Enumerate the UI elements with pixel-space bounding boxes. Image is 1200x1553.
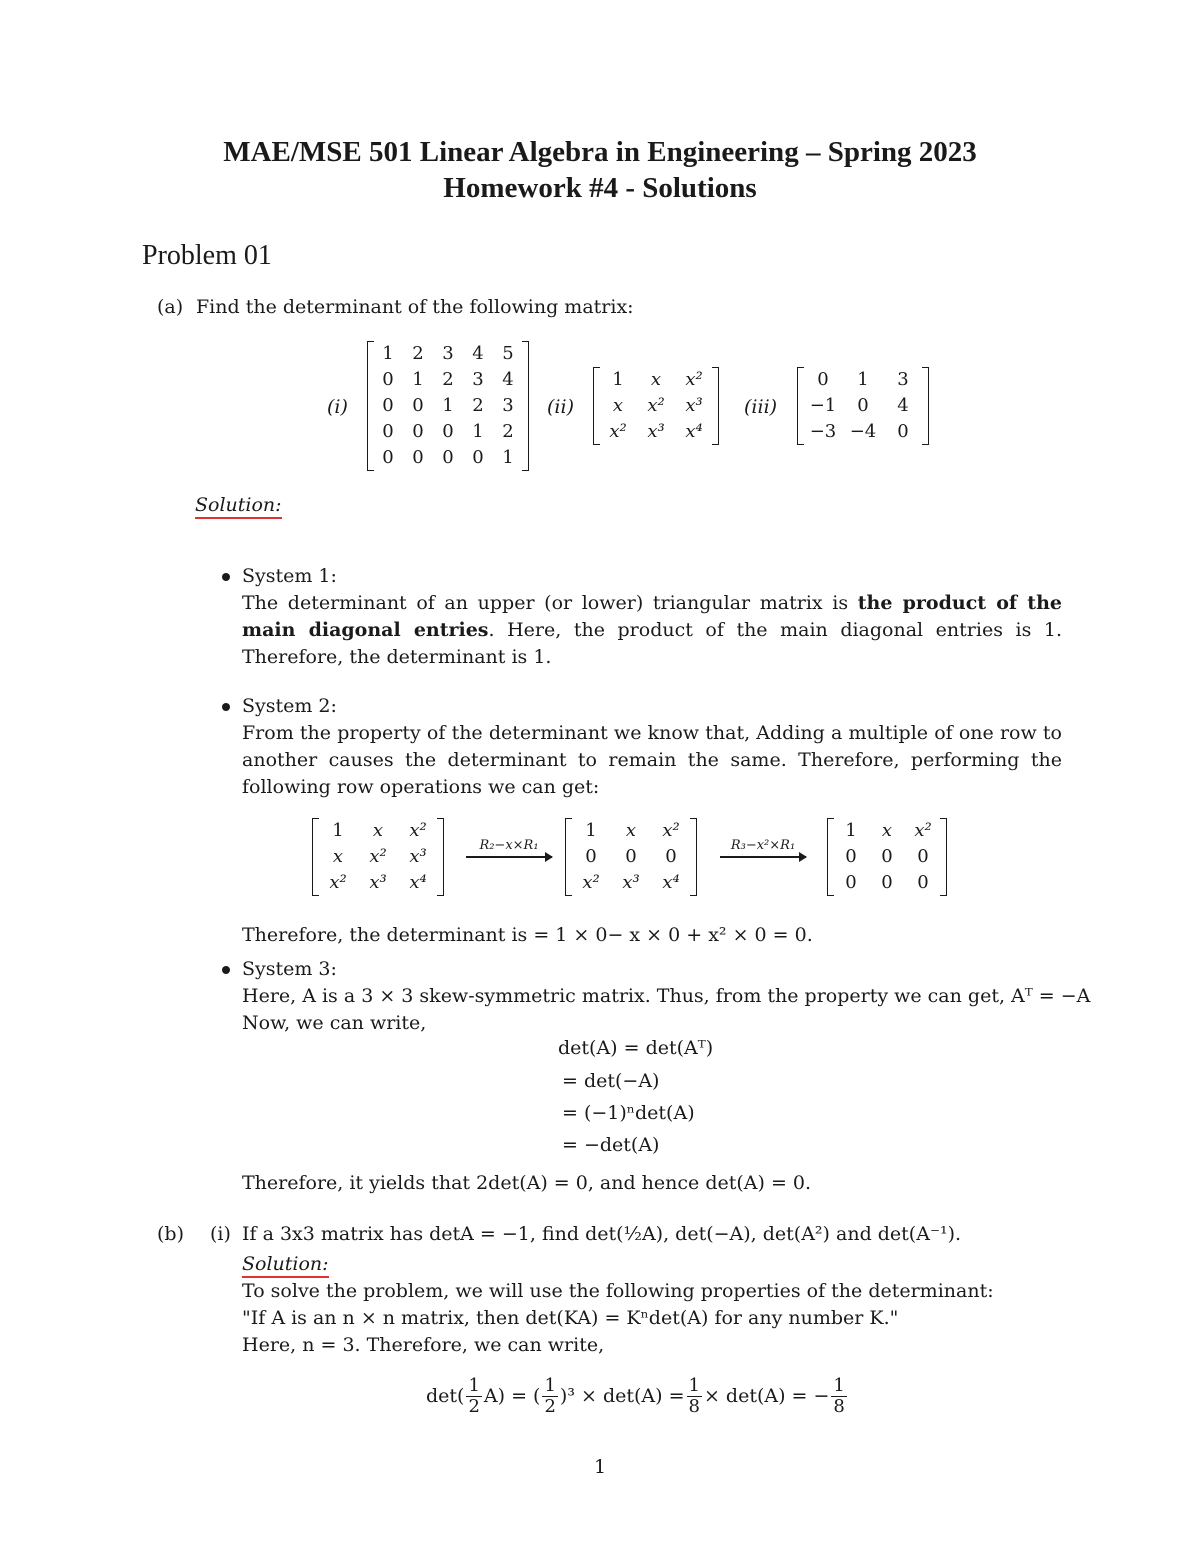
bullet-icon bbox=[222, 966, 230, 974]
matrix-ii bbox=[593, 367, 719, 445]
matrix-cell: x² bbox=[409, 820, 427, 841]
matrix-cell: 0 bbox=[382, 447, 394, 468]
page-number: 1 bbox=[593, 1456, 607, 1478]
part-b-label: (b) bbox=[157, 1223, 184, 1245]
matrix-cell: 0 bbox=[442, 447, 454, 468]
matrix-cell: 0 bbox=[625, 846, 637, 867]
matrix-i bbox=[367, 341, 529, 471]
matrix-cell: x bbox=[650, 369, 662, 390]
matrix-cell: 0 bbox=[917, 846, 929, 867]
matrix-cell: 0 bbox=[881, 872, 893, 893]
part-b-equation bbox=[426, 1376, 847, 1417]
part-b-solution-label-text: Solution: bbox=[242, 1253, 329, 1278]
eq-frac-num: 1 bbox=[833, 1375, 845, 1396]
matrix-cell: 4 bbox=[502, 369, 514, 390]
eq-frac-num: 1 bbox=[544, 1375, 556, 1396]
matrix-cell: 0 bbox=[412, 421, 424, 442]
rowop-matrix-3-grid bbox=[834, 818, 940, 896]
system2-text: From the property of the determinant we know that, Adding a multiple of one row to another causes the determinant to remain the same. Therefore, performing the following row operations we can get: bbox=[242, 722, 1062, 798]
row-operation-2-label: R₃−x²×R₁ bbox=[730, 838, 796, 853]
part-b-question: If a 3x3 matrix has detA = −1, find det(½A), det(−A), det(A²) and det(A⁻¹). bbox=[242, 1223, 962, 1245]
matrix-cell: 0 bbox=[585, 846, 597, 867]
matrix-iii-label: (iii) bbox=[744, 396, 778, 418]
matrix-cell: 1 bbox=[857, 369, 869, 390]
matrix-cell: 1 bbox=[332, 820, 344, 841]
eq-det: det( bbox=[426, 1385, 465, 1407]
part-a-text: Find the determinant of the following matrix: bbox=[196, 296, 634, 318]
matrix-cell: x² bbox=[329, 872, 347, 893]
eq-frac-den: 8 bbox=[688, 1396, 700, 1417]
eq-a: A) = ( bbox=[483, 1385, 541, 1407]
part-a-label: (a) bbox=[157, 296, 184, 318]
matrix-cell: 0 bbox=[845, 872, 857, 893]
matrix-cell: 3 bbox=[502, 395, 514, 416]
rowop-matrix-2 bbox=[565, 818, 697, 896]
matrix-cell: 4 bbox=[897, 395, 909, 416]
matrix-cell: 3 bbox=[897, 369, 909, 390]
matrix-cell: 5 bbox=[502, 343, 514, 364]
matrix-cell: 2 bbox=[442, 369, 454, 390]
eq-frac-half-2 bbox=[542, 1376, 557, 1417]
system1-text bbox=[242, 590, 1062, 671]
system3-line2: Now, we can write, bbox=[242, 1012, 427, 1034]
page-title: MAE/MSE 501 Linear Algebra in Engineering – Spring 2023 bbox=[223, 136, 977, 168]
part-b-sub-label: (i) bbox=[210, 1223, 231, 1245]
rowop-matrix-2-grid bbox=[572, 818, 690, 896]
matrix-cell: 3 bbox=[442, 343, 454, 364]
system3-conclusion: Therefore, it yields that 2det(A) = 0, and hence det(A) = 0. bbox=[242, 1172, 812, 1194]
matrix-cell: x⁴ bbox=[685, 421, 703, 442]
matrix-cell: x⁴ bbox=[662, 872, 680, 893]
matrix-cell: 2 bbox=[412, 343, 424, 364]
problem-heading: Problem 01 bbox=[142, 240, 272, 271]
matrix-cell: 1 bbox=[612, 369, 624, 390]
matrix-iii-grid bbox=[804, 367, 922, 445]
matrix-cell: 0 bbox=[665, 846, 677, 867]
matrix-cell: 1 bbox=[502, 447, 514, 468]
eq-mid: × det(A) = − bbox=[703, 1385, 830, 1407]
system3-title: System 3: bbox=[242, 958, 337, 980]
part-b-solution-label bbox=[242, 1251, 329, 1278]
eq-frac-num: 1 bbox=[468, 1375, 480, 1396]
matrix-cell: 1 bbox=[472, 421, 484, 442]
matrix-cell: 0 bbox=[382, 421, 394, 442]
system1-title: System 1: bbox=[242, 565, 337, 587]
matrix-cell: x³ bbox=[369, 872, 387, 893]
system1-text-pre: The determinant of an upper (or lower) triangular matrix is bbox=[242, 592, 858, 614]
matrix-cell: 0 bbox=[412, 395, 424, 416]
matrix-cell: x bbox=[881, 820, 893, 841]
matrix-cell: 3 bbox=[472, 369, 484, 390]
page-subtitle: Homework #4 - Solutions bbox=[443, 172, 757, 204]
system2-title: System 2: bbox=[242, 695, 337, 717]
eq-frac-den: 8 bbox=[833, 1396, 845, 1417]
matrix-cell: 1 bbox=[412, 369, 424, 390]
eq-frac-half-1 bbox=[466, 1376, 481, 1417]
system2-conclusion: Therefore, the determinant is = 1 × 0− x × 0 + x² × 0 = 0. bbox=[242, 924, 813, 946]
matrix-cell: −4 bbox=[849, 421, 877, 442]
matrix-cell: 4 bbox=[472, 343, 484, 364]
matrix-cell: 1 bbox=[585, 820, 597, 841]
solution-label-text: Solution: bbox=[195, 494, 282, 519]
matrix-cell: 2 bbox=[472, 395, 484, 416]
row-operation-arrow-2 bbox=[720, 838, 806, 858]
row-operation-1-label: R₂−x×R₁ bbox=[479, 838, 539, 853]
eq-frac-eighth-1 bbox=[687, 1376, 702, 1417]
matrix-cell: 2 bbox=[502, 421, 514, 442]
matrix-cell: x⁴ bbox=[409, 872, 427, 893]
matrix-ii-label: (ii) bbox=[547, 396, 574, 418]
bullet-icon bbox=[222, 703, 230, 711]
matrix-cell: x² bbox=[685, 369, 703, 390]
row-operation-arrow-1 bbox=[466, 838, 552, 858]
matrix-cell: 1 bbox=[845, 820, 857, 841]
part-b-line1: To solve the problem, we will use the following properties of the determinant: bbox=[242, 1280, 994, 1302]
matrix-cell: x³ bbox=[409, 846, 427, 867]
matrix-iii bbox=[797, 367, 929, 445]
eq-frac-den: 2 bbox=[544, 1396, 556, 1417]
system3-eq3: = (−1)ⁿdet(A) bbox=[562, 1102, 695, 1124]
matrix-cell: x² bbox=[647, 395, 665, 416]
matrix-cell: x bbox=[612, 395, 624, 416]
system1-text-bold: the product of the main diagonal entries bbox=[242, 592, 1062, 641]
matrix-cell: x bbox=[372, 820, 384, 841]
matrix-cell: x³ bbox=[685, 395, 703, 416]
system1-text-post: . Here, the product of the main diagonal entries is 1. Therefore, the determinant is 1. bbox=[242, 619, 1063, 668]
matrix-cell: 1 bbox=[442, 395, 454, 416]
matrix-ii-grid bbox=[600, 367, 712, 445]
part-b-line2: "If A is an n × n matrix, then det(KA) = Kⁿdet(A) for any number K." bbox=[242, 1307, 899, 1329]
matrix-i-label: (i) bbox=[327, 396, 348, 418]
matrix-cell: x bbox=[332, 846, 344, 867]
rowop-matrix-1 bbox=[312, 818, 444, 896]
matrix-i-grid bbox=[374, 341, 522, 471]
solution-label bbox=[195, 492, 282, 519]
matrix-cell: 0 bbox=[897, 421, 909, 442]
matrix-cell: x² bbox=[582, 872, 600, 893]
matrix-cell: 0 bbox=[442, 421, 454, 442]
matrix-cell: x² bbox=[609, 421, 627, 442]
matrix-cell: x² bbox=[369, 846, 387, 867]
matrix-cell: −3 bbox=[809, 421, 837, 442]
system3-line1: Here, A is a 3 × 3 skew-symmetric matrix. Thus, from the property we can get, Aᵀ = −A bbox=[242, 985, 1091, 1007]
eq-frac-eighth-2 bbox=[831, 1376, 846, 1417]
matrix-cell: x bbox=[625, 820, 637, 841]
matrix-cell: 0 bbox=[845, 846, 857, 867]
eq-frac-den: 2 bbox=[468, 1396, 480, 1417]
system3-eq4: = −det(A) bbox=[562, 1134, 660, 1156]
matrix-cell: 1 bbox=[382, 343, 394, 364]
matrix-cell: 0 bbox=[382, 395, 394, 416]
part-b-line3: Here, n = 3. Therefore, we can write, bbox=[242, 1334, 605, 1356]
matrix-cell: x² bbox=[662, 820, 680, 841]
matrix-cell: 0 bbox=[917, 872, 929, 893]
matrix-cell: 0 bbox=[857, 395, 869, 416]
matrix-cell: 0 bbox=[382, 369, 394, 390]
matrix-cell: 0 bbox=[881, 846, 893, 867]
matrix-cell: x³ bbox=[622, 872, 640, 893]
rowop-matrix-1-grid bbox=[319, 818, 437, 896]
eq-cube: )³ × det(A) = bbox=[559, 1385, 685, 1407]
matrix-cell: x³ bbox=[647, 421, 665, 442]
matrix-cell: 0 bbox=[817, 369, 829, 390]
eq-frac-num: 1 bbox=[688, 1375, 700, 1396]
matrix-cell: 0 bbox=[412, 447, 424, 468]
system3-eq1: det(A) = det(Aᵀ) bbox=[558, 1037, 714, 1059]
system3-eq2: = det(−A) bbox=[562, 1070, 660, 1092]
rowop-matrix-3 bbox=[827, 818, 947, 896]
matrix-cell: −1 bbox=[809, 395, 837, 416]
bullet-icon bbox=[222, 573, 230, 581]
matrix-cell: x² bbox=[914, 820, 932, 841]
matrix-cell: 0 bbox=[472, 447, 484, 468]
